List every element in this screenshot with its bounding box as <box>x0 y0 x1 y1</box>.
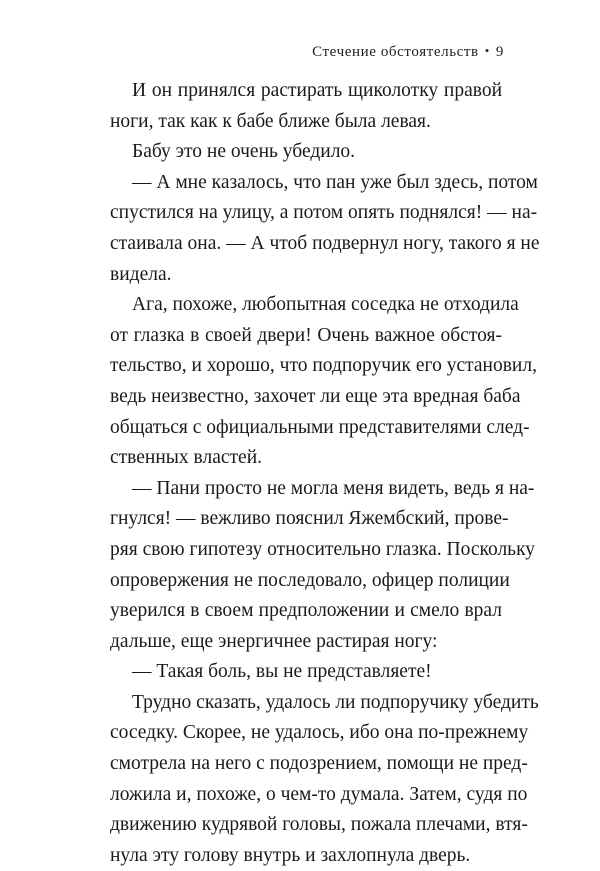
text-line: опровержения не последовало, офицер полиции <box>110 569 510 591</box>
text-line: видела. <box>110 263 172 285</box>
text-line: спустился на улицу, а потом опять поднялся! — на- <box>110 202 538 224</box>
text-line: смотрела на него с подозрением, помощи не пред- <box>110 753 528 775</box>
text-line: Ага, похоже, любопытная соседка не отходила <box>132 294 519 316</box>
header-separator: • <box>484 43 490 58</box>
text-line: И он принялся растирать щиколотку правой <box>132 80 502 101</box>
text-line: общаться с официальными представителями след- <box>110 416 530 438</box>
text-line: ноги, так как к бабе ближе была левая. <box>110 110 431 132</box>
text-line: ственных властей. <box>110 447 263 469</box>
text-line: от глазка в своей двери! Очень важное обстоя- <box>110 324 502 346</box>
text-line: ведь неизвестно, захочет ли еще эта вредная баба <box>110 385 521 407</box>
text-line: ряя свою гипотезу относительно глазка. Поскольку <box>110 538 536 560</box>
page-number: 9 <box>495 44 504 60</box>
text-line: соседку. Скорее, не удалось, ибо она по-прежнему <box>110 722 529 744</box>
text-line: — Пани просто не могла меня видеть, ведь я на- <box>132 477 535 499</box>
text-line: — А мне казалось, что пан уже был здесь, потом <box>132 171 538 193</box>
text-line: тельство, и хорошо, что подпоручик его установил, <box>110 355 537 377</box>
text-line: ложила и, похоже, о чем-то думала. Затем, судя по <box>110 783 528 805</box>
text-line: — Такая боль, вы не представляете! <box>132 661 432 683</box>
running-header <box>312 44 504 61</box>
running-title: Стечение обстоятельств <box>312 44 479 60</box>
body-text <box>110 76 540 871</box>
text-line: стаивала она. — А чтоб подвернул ногу, такого я не <box>110 232 540 254</box>
text-line: уверился в своем предположении и смело врал <box>110 600 502 622</box>
text-line: дальше, еще энергичнее растирая ногу: <box>110 630 438 652</box>
text-line: нула эту голову внутрь и захлопнула дверь. <box>110 844 471 866</box>
text-line: гнулся! — вежливо пояснил Яжембский, прове- <box>110 508 509 530</box>
text-line: движению кудрявой головы, пожала плечами, втя- <box>110 814 528 836</box>
text-line: Бабу это не очень убедило. <box>132 141 356 163</box>
text-line: Трудно сказать, удалось ли подпоручику убедить <box>132 691 539 713</box>
